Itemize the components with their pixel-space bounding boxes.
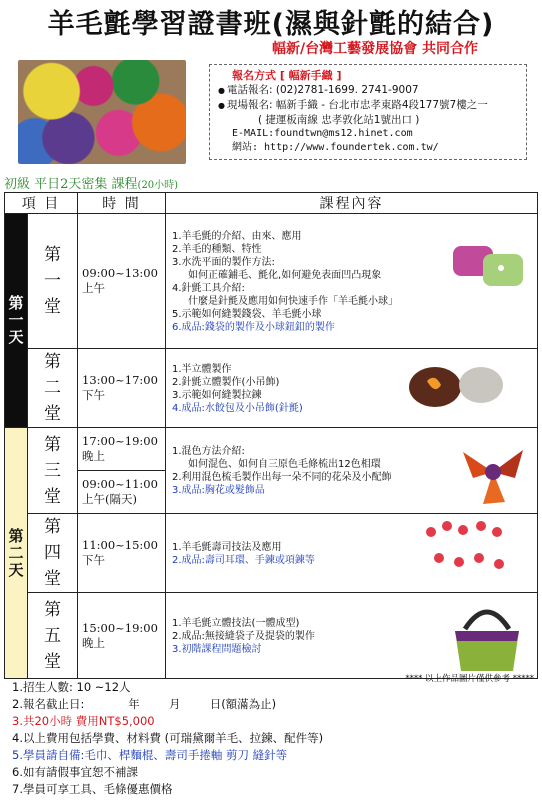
table-row bbox=[5, 428, 538, 471]
info-line: 7.學員可享工具、毛條優惠價格 bbox=[12, 782, 173, 796]
brooch-flower-photo bbox=[453, 432, 533, 512]
contact-phone: 電話報名: (02)2781-1699. 2741-9007 bbox=[226, 84, 419, 96]
lesson-content: 1.混色方法介紹: 如何混色、如何自三原色毛條梳出12色相環 2.利用混色梳毛製作出每一朵不同的花朵及小配飾 3.成品:胸花或髮飾品 bbox=[166, 428, 538, 514]
info-line: 6.如有請假事宜恕不補課 bbox=[12, 765, 138, 779]
info-line: 3.共20小時 費用NT$5,000 bbox=[12, 714, 155, 728]
lesson-content: 1.羊毛氈立體技法(一體成型) 2.成品:無接縫袋子及提袋的製作 3.初階課程問題檢討 bbox=[166, 593, 538, 679]
dumpling-pouch-photo bbox=[407, 361, 507, 411]
lesson-time: 13:00~17:00 下午 bbox=[78, 349, 166, 428]
table-row bbox=[5, 514, 538, 593]
wool-photo bbox=[18, 60, 186, 164]
lesson-content: 1.羊毛氈的介紹、由來、應用 2.羊毛的種類、特性 3.水洗平面的製作方法: 如何正確鋪毛、氈化,如何避免表面凹凸現象 4.針氈工具介紹: 什麼是針氈及應用如何快速手作「羊毛氈小球」 5.示範如何縫製錢袋、羊毛氈小球 6.成品:錢袋的製作及小球鈕釦的製作 bbox=[166, 214, 538, 349]
lesson-name: 第 四 堂 bbox=[28, 514, 78, 593]
table-header-row bbox=[5, 193, 538, 214]
contact-website[interactable]: 網站: http://www.foundertek.com.tw/ bbox=[232, 142, 439, 153]
contact-heading: 報名方式 [ 幅新手織 ] bbox=[232, 69, 342, 82]
table-row bbox=[5, 349, 538, 428]
course-level bbox=[4, 173, 178, 192]
lesson-content: 1.羊毛氈壽司技法及應用 2.成品:壽司耳環、手鍊或項鍊等 bbox=[166, 514, 538, 593]
schedule-table bbox=[4, 192, 538, 679]
photo-disclaimer: **** 以上作品圖片僅供參考 ***** bbox=[405, 674, 534, 684]
contact-box bbox=[209, 64, 527, 160]
bullet-icon: ● bbox=[218, 101, 225, 110]
info-line: 1.招生人數: 10 ~12人 bbox=[12, 680, 131, 694]
day-one: 第一天 bbox=[5, 214, 28, 428]
organizer-line: 幅新/台灣工藝發展協會 共同合作 bbox=[272, 41, 478, 57]
lesson-name: 第 五 堂 bbox=[28, 593, 78, 679]
lesson-name: 第 二 堂 bbox=[28, 349, 78, 428]
info-list bbox=[12, 679, 323, 798]
lesson-time: 15:00~19:00 晚上 bbox=[78, 593, 166, 679]
lesson-name: 第 三 堂 bbox=[28, 428, 78, 514]
contact-onsite: 現場報名: 幅新手織 - 台北市忠孝東路4段177號7樓之一 bbox=[226, 99, 488, 111]
lesson-time: 09:00~11:00 上午(隔天) bbox=[78, 471, 166, 514]
contact-transit: ( 捷運板南線 忠孝敦化站1號出口 ) bbox=[258, 114, 420, 126]
lesson-name: 第 一 堂 bbox=[28, 214, 78, 349]
header-time: 時 間 bbox=[78, 193, 166, 214]
lesson-time: 17:00~19:00 晚上 bbox=[78, 428, 166, 471]
lesson-time: 11:00~15:00 下午 bbox=[78, 514, 166, 593]
info-line: 5.學員請自備:毛巾、桿麵棍、壽司手捲軸 剪刀 縫針等 bbox=[12, 748, 288, 762]
level-label: 初級 平日2天密集 課程 bbox=[4, 177, 138, 192]
lesson-content: 1.半立體製作 2.針氈立體製作(小吊飾) 3.示範如何縫製拉鍊 4.成品:水餃包及小吊飾(針氈) bbox=[166, 349, 538, 428]
bullet-icon: ● bbox=[218, 86, 225, 95]
header-item: 項 目 bbox=[5, 193, 78, 214]
info-line: 2.報名截止日: 年 月 日(額滿為止) bbox=[12, 697, 277, 711]
page-title: 羊毛氈學習證書班(濕與針氈的結合) bbox=[47, 9, 495, 40]
table-row bbox=[5, 593, 538, 679]
info-line: 4.以上費用包括學費、材料費 (可瑞黛爾羊毛、拉鍊、配件等) bbox=[12, 731, 324, 745]
header-content: 課程內容 bbox=[166, 193, 538, 214]
level-hours: (20小時) bbox=[137, 180, 179, 191]
purse-photo bbox=[451, 234, 529, 292]
contact-email[interactable]: E-MAIL:foundtwn@ms12.hinet.com bbox=[232, 128, 413, 139]
sushi-jewelry-photo bbox=[419, 518, 511, 578]
day-two: 第二天 bbox=[5, 428, 28, 679]
felt-bag-photo bbox=[447, 595, 527, 677]
lesson-time: 09:00~13:00 上午 bbox=[78, 214, 166, 349]
table-row bbox=[5, 214, 538, 349]
